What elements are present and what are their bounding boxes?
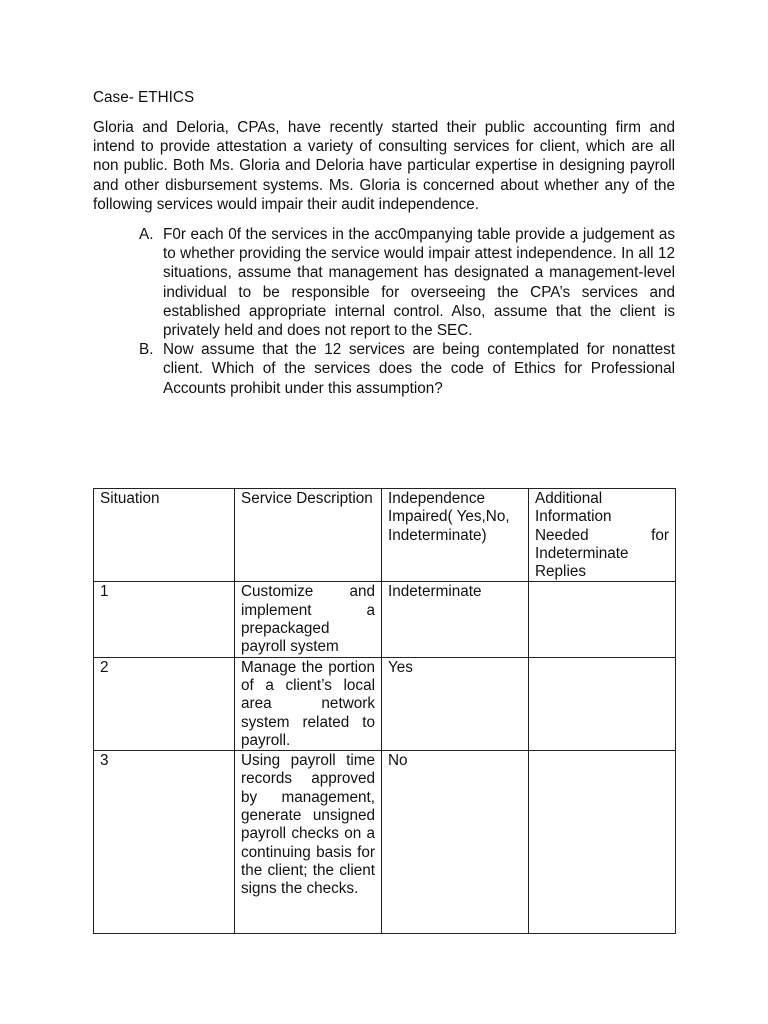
situation-cell: 1 xyxy=(94,582,235,657)
description-cell: Customize and implement a prepackaged payroll system xyxy=(235,582,382,657)
intro-paragraph: Gloria and Deloria, CPAs, have recently started their public accounting firm and intend to provide attestation a variety of consulting services for client, which are all non public. Both Ms. Gloria and Deloria have particular expertise in designing payroll and other disbursement systems. Ms. Gloria is concerned about whether any of the following services would impair their audit independence. xyxy=(93,119,675,213)
impaired-cell: Yes xyxy=(382,657,529,750)
question-text: F0r each 0f the services in the acc0mpanying table provide a judgement as to whether providing the service would impair attest independence. In all 12 situations, assume that management has designated a management-level individual to be responsible for overseeing the CPA’s services and established appropriate internal control. Also, assume that the client is privately held and does not report to the SEC. xyxy=(163,226,675,340)
header-situation: Situation xyxy=(94,489,235,582)
description-cell: Manage the portion of a client’s local area network system related to payroll. xyxy=(235,657,382,750)
question-text: Now assume that the 12 services are being contemplated for nonattest client. Which of the services does the code of Ethics for Professional Accounts prohibit under this assumption? xyxy=(163,341,675,397)
situation-cell: 2 xyxy=(94,657,235,750)
header-additional-information: Additional Information Needed for Indeterminate Replies xyxy=(529,489,676,582)
additional-info-cell xyxy=(529,751,676,934)
header-service-description: Service Description xyxy=(235,489,382,582)
question-item-b xyxy=(139,340,675,398)
question-marker: B. xyxy=(139,341,154,359)
table-row xyxy=(94,657,676,750)
table-header-row xyxy=(94,489,676,582)
question-marker: A. xyxy=(139,226,154,243)
table-row xyxy=(94,751,676,934)
table-row xyxy=(94,582,676,657)
additional-info-cell xyxy=(529,657,676,750)
question-item-a xyxy=(139,225,675,340)
description-cell: Using payroll time records approved by management, generate unsigned payroll checks on a continuing basis for the client; the client signs the checks. xyxy=(235,751,382,934)
additional-info-cell xyxy=(529,582,676,657)
situation-cell: 3 xyxy=(94,751,235,934)
impaired-cell: No xyxy=(382,751,529,934)
header-independence-impaired: Independence Impaired( Yes,No, Indeterminate) xyxy=(382,489,529,582)
case-title: Case- ETHICS xyxy=(93,89,195,106)
situations-table xyxy=(93,488,676,934)
question-list xyxy=(139,225,675,398)
impaired-cell: Indeterminate xyxy=(382,582,529,657)
